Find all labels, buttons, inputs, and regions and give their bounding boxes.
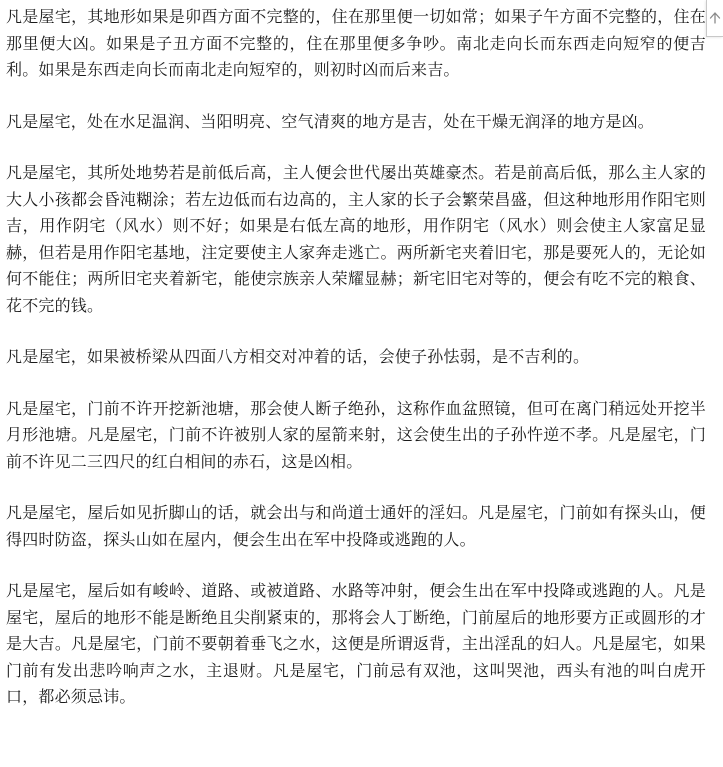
paragraph: 凡是屋宅，如果被桥梁从四面八方相交对冲着的话，会使子孙怯弱，是不吉利的。 xyxy=(6,347,590,366)
paragraph: 凡是屋宅，其所处地势若是前低后高，主人便会世代屡出英雄豪杰。若是前高后低，那么主人家的大人小孩都会昏沌糊涂；若左边低而右边高的，主人家的长子会繁荣昌盛，但这种地形用作阳宅则吉，用作阴宅（风水）则不好；如果是右低左高的地形，用作阴宅（风水）则会使主人家富足显赫，但若是用作阳宅基地，注定要使主人家奔走逃亡。两所新宅夹着旧宅，那是要死人的，无论如何不能住；两所旧宅夹着新宅，能使宗族亲人荣耀显赫；新宅旧宅对等的，便会有吃不完的粮食、花不完的钱。 xyxy=(6,163,706,315)
arrow-up-icon xyxy=(709,12,721,24)
paragraph: 凡是屋宅，门前不许开挖新池塘，那会使人断子绝孙，这称作血盆照镜，但可在离门稍远处开挖半月形池塘。凡是屋宅，门前不许被别人家的屋箭来射，这会使生出的子孙忤逆不孝。凡是屋宅，门前不许见二三四尺的红白相间的赤石，这是凶相。 xyxy=(6,398,706,471)
paragraph: 凡是屋宅，屋后如有峻岭、道路、或被道路、水路等冲射，便会生出在军中投降或逃跑的人。凡是屋宅，屋后的地形不能是断绝且尖削紧束的，那将会人丁断绝，门前屋后的地形要方正或圆形的才是大吉。凡是屋宅，门前不要朝着垂飞之水，这便是所谓返背，主出淫乱的妇人。凡是屋宅，如果门前有发出悲吟响声之水，主退财。凡是屋宅，门前忌有双池，这叫哭池，西头有池的叫白虎开口，都必须忌讳。 xyxy=(6,581,706,706)
scroll-to-top-button[interactable] xyxy=(706,0,723,37)
paragraph: 凡是屋宅，屋后如见折脚山的话，就会出与和尚道士通奸的淫妇。凡是屋宅，门前如有探头山，便得四时防盗，探头山如在屋内，便会生出在军中投降或逃跑的人。 xyxy=(6,503,706,549)
paragraph: 凡是屋宅，处在水足温润、当阳明亮、空气清爽的地方是吉，处在干燥无润泽的地方是凶。 xyxy=(6,111,655,131)
article-body xyxy=(6,4,706,736)
paragraph: 凡是屋宅，其地形如果是卯酉方面不完整的，住在那里便一切如常；如果子午方面不完整的，住在那里便大凶。如果是子丑方面不完整的，住在那里便多争吵。南北走向长而东西走向短窄的便吉利。如果是东西走向长而南北走向短窄的，则初时凶而后来吉。 xyxy=(6,7,706,79)
